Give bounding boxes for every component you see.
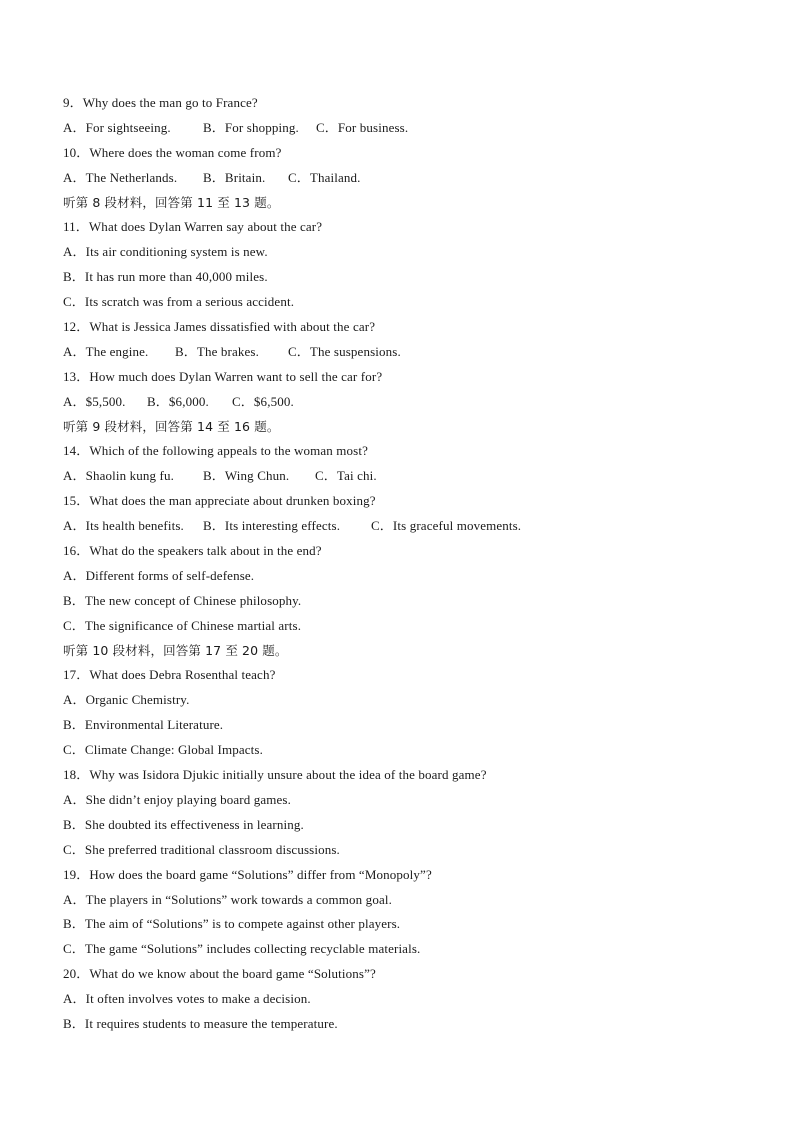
option-row [63, 340, 754, 365]
option-row [63, 390, 754, 415]
option-row [63, 464, 754, 489]
option-line: B．It requires students to measure the temperature. [63, 1015, 338, 1031]
option-line: C．The game “Solutions” includes collecting recyclable materials. [63, 941, 421, 957]
option-b: B．Its interesting effects. [203, 518, 341, 534]
question-stem: 14．Which of the following appeals to the woman most? [63, 443, 368, 459]
question-stem: 9．Why does the man go to France? [63, 95, 258, 110]
question-stem: 11．What does Dylan Warren say about the car? [63, 219, 323, 235]
option-row [63, 116, 754, 141]
question-list [63, 91, 754, 1037]
question-stem: 13．How much does Dylan Warren want to sell the car for? [63, 368, 383, 384]
option-row [63, 166, 754, 191]
question-stem: 19．How does the board game “Solutions” differ from “Monopoly”? [63, 866, 432, 882]
section-instruction: 听第 9 段材料，回答第 14 至 16 题。 [63, 418, 280, 434]
option-line: B．The new concept of Chinese philosophy. [63, 592, 302, 608]
question-stem: 18．Why was Isidora Djukic initially unsure about the idea of the board game? [63, 767, 487, 783]
option-a: A．The engine. [63, 343, 149, 359]
option-row [63, 514, 754, 539]
option-b: B．Britain. [203, 169, 266, 185]
option-b: B．Wing Chun. [203, 468, 290, 484]
option-line: A．She didn’t enjoy playing board games. [63, 791, 291, 807]
option-b: B．The brakes. [175, 343, 259, 359]
option-a: A．Its health benefits. [63, 518, 184, 534]
option-line: A．Organic Chemistry. [63, 692, 190, 708]
option-a: A．The Netherlands. [63, 169, 178, 185]
option-line: C．Climate Change: Global Impacts. [63, 742, 263, 758]
question-stem: 16．What do the speakers talk about in the end? [63, 543, 322, 559]
option-c: C．Its graceful movements. [371, 518, 522, 534]
option-line: C．The significance of Chinese martial arts. [63, 617, 302, 633]
option-c: C．The suspensions. [288, 343, 401, 359]
question-stem: 17．What does Debra Rosenthal teach? [63, 667, 276, 683]
option-a: A．For sightseeing. [63, 119, 171, 135]
option-line: A．Its air conditioning system is new. [63, 244, 268, 260]
option-line: C．She preferred traditional classroom discussions. [63, 841, 340, 857]
option-line: B．It has run more than 40,000 miles. [63, 269, 268, 285]
option-line: A．Different forms of self-defense. [63, 567, 255, 583]
option-a: A．$5,500. [63, 393, 126, 409]
option-c: C．$6,500. [232, 393, 294, 409]
section-instruction: 听第 8 段材料，回答第 11 至 13 题。 [63, 194, 280, 210]
question-stem: 20．What do we know about the board game “Solutions”? [63, 966, 376, 982]
option-c: C．For business. [316, 119, 409, 135]
option-line: A．The players in “Solutions” work towards a common goal. [63, 891, 392, 907]
question-stem: 15．What does the man appreciate about drunken boxing? [63, 493, 376, 509]
question-stem: 12．What is Jessica James dissatisfied with about the car? [63, 319, 376, 335]
option-line: A．It often involves votes to make a decision. [63, 991, 311, 1007]
option-line: B．The aim of “Solutions” is to compete against other players. [63, 916, 401, 932]
option-line: C．Its scratch was from a serious accident. [63, 294, 295, 310]
option-c: C．Tai chi. [315, 468, 377, 484]
option-c: C．Thailand. [288, 169, 361, 185]
option-a: A．Shaolin kung fu. [63, 468, 175, 484]
question-stem: 10．Where does the woman come from? [63, 144, 282, 160]
option-line: B．Environmental Literature. [63, 717, 224, 733]
option-line: B．She doubted its effectiveness in learning. [63, 816, 304, 832]
option-b: B．For shopping. [203, 119, 299, 135]
section-instruction: 听第 10 段材料，回答第 17 至 20 题。 [63, 642, 288, 658]
option-b: B．$6,000. [147, 393, 209, 409]
